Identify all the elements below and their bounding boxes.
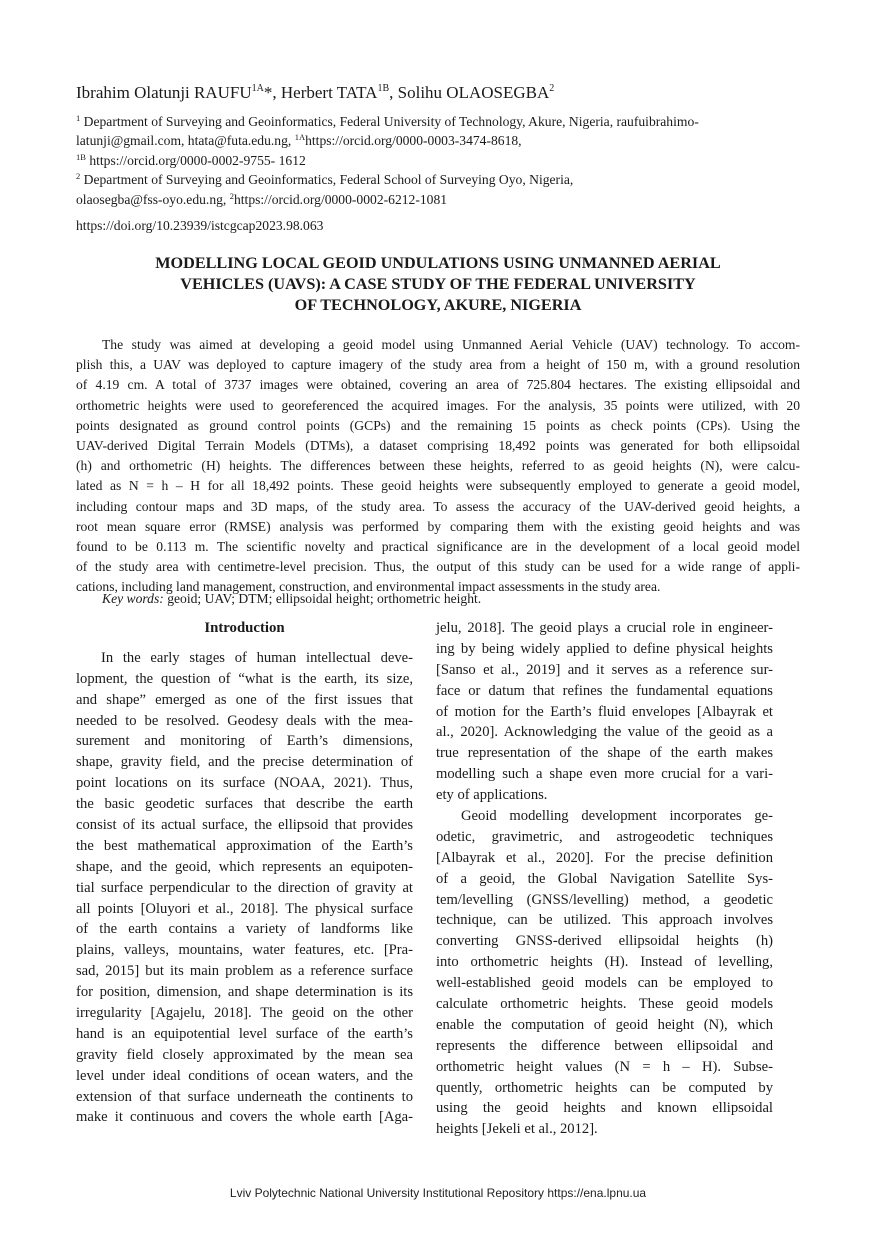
body-line: orthometric height values (N = h – H). Subse- — [436, 1058, 773, 1075]
body-line: face or datum that refines the fundamental equations — [436, 682, 773, 699]
abstract-line: found to be 0.113 m. The scientific novelty and practical significance are in the development of a local geoid model — [76, 538, 800, 554]
body-line: into orthometric heights (H). Instead of levelling, — [436, 954, 773, 971]
body-line: for position, dimension, and shape determination is its — [76, 984, 413, 1001]
body-line: ety of applications. — [436, 787, 548, 804]
body-line: the best mathematical approximation of the Earth’s — [76, 837, 413, 854]
body-line: shape, gravity field, and the precise determination of — [76, 754, 413, 771]
abstract-line: plish this, a UAV was deployed to capture imagery of the study area from a height of 150 m, with a ground resolution — [76, 357, 800, 373]
body-line: using the geoid heights and known ellipsoidal — [436, 1100, 773, 1117]
body-line: quently, orthometric heights can be computed by — [436, 1079, 773, 1096]
affiliation-1-line-3 — [76, 151, 776, 170]
body-line: lopment, the question of “what is the earth, its size, — [76, 670, 413, 687]
body-line: heights [Jekeli et al., 2012]. — [436, 1121, 598, 1138]
paper-title — [76, 253, 800, 317]
body-line: ing by being widely applied to define physical heights — [436, 640, 773, 657]
title-line: VEHICLES (UAVS): A CASE STUDY OF THE FEDERAL UNIVERSITY — [180, 275, 696, 294]
author-affiliation-mark: 1A — [251, 83, 264, 94]
body-line: tial surface perpendicular to the direction of gravity at — [76, 879, 413, 896]
orcid-link[interactable]: https://orcid.org/0000-0002-6212-1081 — [233, 191, 448, 207]
affiliation-2-line-1 — [76, 170, 776, 189]
body-line: well-established geoid models can be employed to — [436, 975, 773, 992]
body-line: level under ideal conditions of ocean waters, and the — [76, 1067, 413, 1084]
repository-footer: Lviv Polytechnic National University Institutional Repository https://ena.lpnu.ua — [229, 1186, 647, 1200]
orcid-mark: 2 — [229, 190, 234, 201]
affiliation-text: Department of Surveying and Geoinformatics, Federal School of Surveying Oyo, Nigeria, — [80, 172, 574, 188]
doi-link[interactable]: https://doi.org/10.23939/istcgcap2023.98.063 — [76, 218, 324, 233]
body-line: all points [Oluyori et al., 2018]. The physical surface — [76, 900, 413, 917]
body-line: of the earth contains a variety of landforms like — [76, 921, 413, 938]
body-line: extension of that surface underneath the continents to — [76, 1088, 413, 1105]
email-link[interactable]: olaosegba@fss-oyo.edu.ng, — [76, 191, 230, 207]
author-name: Ibrahim Olatunji RAUFU — [76, 83, 252, 102]
body-line: gravity field closely approximated by the mean sea — [76, 1046, 413, 1063]
keywords-label: Key words: — [102, 591, 164, 606]
title-line: OF TECHNOLOGY, AKURE, NIGERIA — [294, 296, 582, 315]
body-line: point locations on its surface (NOAA, 2021). Thus, — [76, 775, 413, 792]
body-line: true representation of the shape of the earth makes — [436, 745, 773, 762]
section-heading-introduction: Introduction — [204, 620, 285, 636]
abstract-line: The study was aimed at developing a geoid model using Unmanned Aerial Vehicle (UAV) technology. To accom- — [102, 337, 800, 352]
body-line: technique, can be utilized. This approach involves — [436, 912, 773, 929]
body-line: calculate orthometric heights. These geoid models — [436, 996, 773, 1013]
body-line: odetic, gravimetric, and astrogeodetic techniques — [436, 828, 773, 845]
abstract-line: cations, including land management, construction, and environmental impact assessments in the study area. — [76, 579, 661, 595]
body-line: irregularity [Agajelu, 2018]. The geoid on the other — [76, 1005, 413, 1022]
abstract-line: root mean square error (RMSE) analysis was performed by comparing them with the existing geoid heights and was — [76, 518, 800, 534]
affiliation-mark: 2 — [76, 171, 81, 182]
abstract-line: (h) and orthometric (H) heights. The differences between these heights, referred to as geoid heights (N), were calcu- — [76, 458, 800, 474]
abstract-line: of the study area with centimetre-level precision. Thus, the output of this study can be used for a wide range of appli- — [76, 559, 800, 575]
author-affiliation-mark: 1B — [377, 83, 390, 94]
body-line: sad, 2015] but its main problem as a reference surface — [76, 963, 413, 980]
author-affiliation-mark: 2 — [549, 83, 555, 94]
affiliation-1-line-1 — [76, 112, 776, 131]
body-line: make it continuous and covers the whole earth [Aga- — [76, 1109, 413, 1126]
abstract-line: of 4.19 cm. A total of 3737 images were obtained, covering an area of 725.804 hectares. The existing ellipsoidal and — [76, 377, 800, 393]
author-separator: , — [389, 83, 398, 102]
body-line: and shape” emerged as one of the first issues that — [76, 691, 413, 708]
abstract — [76, 335, 800, 597]
body-line: of motion for the Earth’s fluid envelopes [Albayrak et — [436, 703, 773, 720]
author-name: Solihu OLAOSEGBA — [397, 83, 550, 102]
author-list — [76, 82, 554, 104]
abstract-line: orthometric heights were used to georeferenced the acquired images. For the analysis, 35 points were utilized, with 20 — [76, 397, 800, 413]
body-line: jelu, 2018]. The geoid plays a crucial role in engineer- — [436, 620, 773, 636]
orcid-link[interactable]: https://orcid.org/0000-0003-3474-8618, — [305, 133, 522, 149]
body-line: In the early stages of human intellectual deve- — [101, 649, 413, 666]
abstract-line: points designated as ground control points (GCPs) and the remaining 15 points as check points (CPs). Using the — [76, 417, 800, 433]
body-line: consist of its actual surface, the ellipsoid that provides — [76, 817, 413, 834]
author-separator: *, — [263, 83, 281, 102]
affiliation-2-line-2 — [76, 190, 776, 209]
abstract-line: UAV-derived Digital Terrain Models (DTMs), a dataset comprising 18,492 points was generated for both ellipsoidal — [76, 437, 800, 453]
affiliation-mark: 1 — [76, 113, 81, 123]
body-line: tem/levelling (GNSS/levelling) method, a geodetic — [436, 891, 773, 908]
body-line: [Sanso et al., 2019] and it serves as a reference sur- — [436, 661, 773, 678]
abstract-line: including contour maps and 3D maps, of the study area. To assess the accuracy of the UAV-derived geoid heights, a — [76, 498, 800, 514]
orcid-mark: 1A — [294, 132, 306, 143]
body-line: the basic geodetic surfaces that describe the earth — [76, 796, 413, 813]
body-column-right — [436, 618, 773, 1140]
body-line: converting GNSS-derived ellipsoidal heights (h) — [436, 933, 773, 950]
body-line: modelling such a shape even more crucial for a vari- — [436, 766, 773, 783]
body-line: represents the difference between ellipsoidal and — [436, 1037, 773, 1054]
body-line: shape, and the geoid, which represents an equipoten- — [76, 858, 413, 875]
keywords — [102, 589, 481, 609]
body-line: enable the computation of geoid height (N), which — [436, 1016, 773, 1033]
email-links[interactable]: latunji@gmail.com, htata@futa.edu.ng, — [76, 133, 295, 149]
body-line: surement and monitoring of Earth’s dimensions, — [76, 733, 413, 750]
orcid-mark: 1B — [76, 151, 86, 162]
abstract-line: lated as N = h – H for all 18,492 points. These geoid heights were subsequently employed to generate a geoid model, — [76, 478, 800, 494]
author-name: Herbert TATA — [280, 83, 378, 102]
orcid-link[interactable]: https://orcid.org/0000-0002-9755- 1612 — [85, 152, 306, 168]
body-line: needed to be resolved. Geodesy deals with the mea- — [76, 712, 413, 729]
body-column-left — [76, 618, 413, 1128]
body-line: al., 2020]. Acknowledging the value of the geoid as a — [436, 724, 773, 741]
body-line: [Albayrak et al., 2020]. For the precise definition — [436, 849, 773, 866]
affiliation-text: Department of Surveying and Geoinformatics, Federal University of Technology, Akure, Nigeria, raufuibrahimo- — [80, 114, 699, 129]
affiliations — [76, 112, 776, 209]
keywords-text: geoid; UAV; DTM; ellipsoidal height; orthometric height. — [163, 591, 482, 606]
body-line: Geoid modelling development incorporates ge- — [461, 808, 773, 825]
body-line: plains, valleys, mountains, water features, etc. [Pra- — [76, 942, 413, 959]
affiliation-1-line-2 — [76, 131, 776, 150]
title-line: MODELLING LOCAL GEOID UNDULATIONS USING UNMANNED AERIAL — [155, 254, 721, 272]
body-line: hand is an equipotential level surface of the earth’s — [76, 1025, 413, 1042]
body-line: of a geoid, the Global Navigation Satellite Sys- — [436, 870, 773, 887]
